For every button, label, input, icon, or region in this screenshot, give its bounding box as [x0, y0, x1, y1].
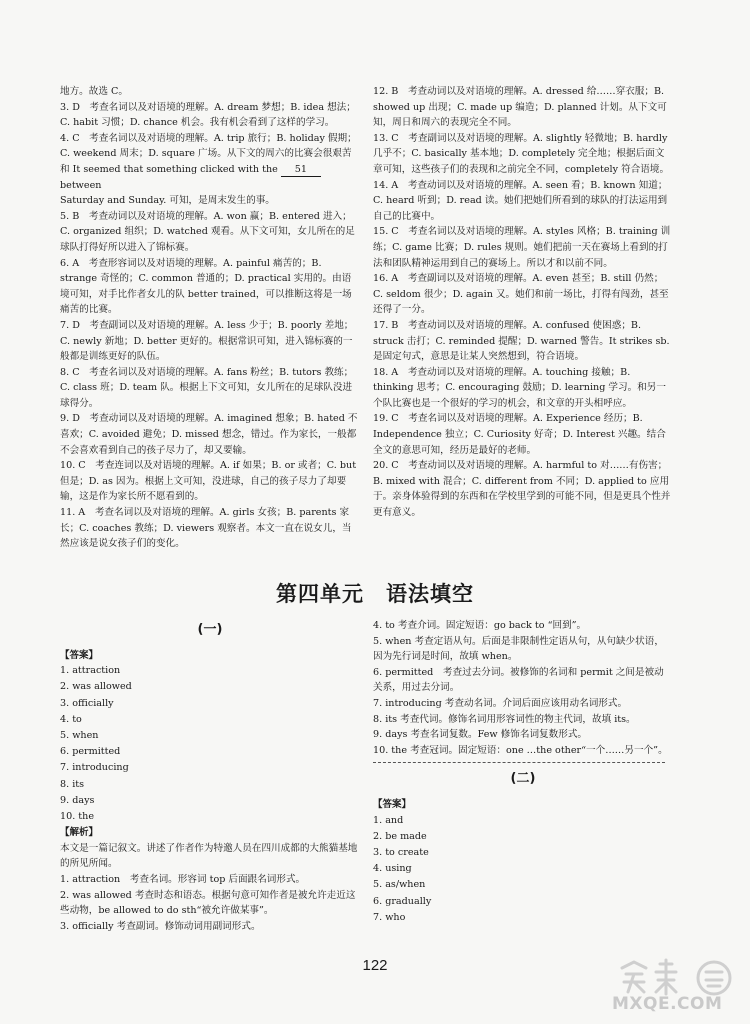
list-item: 3. to create	[373, 846, 429, 858]
answers-list	[373, 813, 673, 926]
list-item: 7. who	[373, 911, 406, 923]
section-heading: (二)	[510, 771, 536, 787]
answer-explanation: 15. C 考查名词以及对语境的理解。A. styles 风格；B. training 训练；C. game 比赛；D. rules 规则。她们把前一天在赛场上看到的打法和团队精神运用到自己的赛场上。所以才和以前不同。	[373, 226, 671, 269]
list-item: 2. was allowed	[60, 681, 132, 693]
answer-explanation: 地方。故选 C。	[60, 86, 128, 97]
analysis-text: 2. was allowed 考查时态和语态。根据句意可知作者是被允许走近这些动物，be allowed to do sth“被允许做某事”。	[60, 889, 356, 917]
list-item: 7. introducing	[60, 762, 129, 774]
list-item: 6. gradually	[373, 895, 432, 907]
left-column-bottom	[60, 622, 360, 934]
answer-explanation: 13. C 考查副词以及对语境的理解。A. slightly 轻微地；B. hardly 几乎不；C. basically 基本地；D. completely 完全地；根据后面文章可知，这些孩子们的表现和之前完全不同，completely 符合语境。	[373, 132, 670, 175]
answer-explanation: 18. A 考查动词以及对语境的理解。A. touching 接触；B. thinking 思考；C. encouraging 鼓励；D. learning 学习。和另一个队比赛也是一个很好的学习的机会，和文章的开头相呼应。	[373, 366, 666, 409]
analysis-text: 7. introducing 考查动名词。介词后面应该用动名词形式。	[373, 697, 628, 709]
analysis-text: 6. permitted 考查过去分词。被修饰的名词和 permit 之间是被动关系，用过去分词。	[373, 666, 664, 694]
answer-explanation: 10. C 考查连词以及对语境的理解。A. if 如果；B. or 或者；C. but 但是；D. as 因为。根据上文可知，没进球，自己的孩子尽力了却要输，这是作为家长所不愿看到的。	[60, 460, 357, 503]
list-item: 4. to	[60, 713, 82, 725]
answer-explanation: 8. C 考查名词以及对语境的理解。A. fans 粉丝；B. tutors 教练；C. class 班；D. team 队。根据上下文可知，女儿所在的足球队没进球得分。	[60, 366, 354, 409]
analysis-text: 10. the 考查冠词。固定短语：one …the other“一个……另一个”。	[373, 744, 668, 756]
list-item: 1. attraction	[60, 665, 121, 677]
left-column-top	[60, 84, 360, 552]
analysis-tag: 【解析】	[60, 827, 99, 839]
watermark-logo-icon	[616, 958, 740, 998]
list-item: 5. as/when	[373, 879, 426, 891]
answer-explanation: 19. C 考查名词以及对语境的理解。A. Experience 经历；B. Independence 独立；C. Curiosity 好奇；D. Interest 兴趣。结合全文的意思可知，经历是最好的老师。	[373, 413, 666, 456]
answers-tag: 【答案】	[60, 649, 99, 661]
answer-explanation: 9. D 考查动词以及对语境的理解。A. imagined 想象；B. hated 不喜欢；C. avoided 避免；D. missed 想念，错过。作为家长，一般都不会喜欢看到自己的孩子尽力了，却又要输。	[60, 413, 358, 456]
analysis-text: 3. officially 考查副词。修饰动词用副词形式。	[60, 920, 261, 932]
answer-explanation: 6. A 考查形容词以及对语境的理解。A. painful 痛苦的；B. strange 奇怪的；C. common 普通的；D. practical 实用的。由语境可知，对手比作者女儿的队 better trained，可以推断这将是一场痛苦的比赛。	[60, 257, 352, 316]
answer-explanation: 3. D 考查名词以及对语境的理解。A. dream 梦想；B. idea 想法；C. habit 习惯；D. chance 机会。我有机会看到了这样的学习。	[60, 101, 356, 129]
list-item: 3. officially	[60, 697, 114, 709]
answer-explanation: 11. A 考查名词以及对语境的理解。A. girls 女孩；B. parents 家长；C. coaches 教练；D. viewers 观察者。本文一直在说女儿，当然应该是说女孩子们的变化。	[60, 507, 352, 550]
section-heading: (一)	[197, 622, 223, 637]
analysis-text: 本文是一篇记叙文。讲述了作者作为特邀人员在四川成都的大熊猫基地的所见所闻。	[60, 842, 358, 870]
analysis-text: 1. attraction 考查名词。形容词 top 后面跟名词形式。	[60, 874, 306, 885]
answer-explanation-text: 4. C 考查名词以及对语境的理解。A. trip 旅行；B. holiday 假期；C. weekend 周末；D. square 广场。从下文的周六的比赛会很艰苦和 It seemed that something clicked with the	[60, 132, 357, 175]
answer-explanation: 5. B 考查动词以及对语境的理解。A. won 赢；B. entered 进入；C. organized 组织；D. watched 观看。从下文可知，女儿所在的足球队打得好所以进入了锦标赛。	[60, 210, 355, 253]
list-item: 9. days	[60, 794, 95, 806]
unit-title: 第四单元 语法填空	[276, 582, 474, 606]
list-item: 10. the	[60, 811, 95, 823]
analysis-text: 9. days 考查名词复数。Few 修饰名词复数形式。	[373, 729, 588, 741]
site-watermark	[612, 958, 744, 1018]
list-item: 6. permitted	[60, 746, 121, 758]
answer-explanation: 4. C 考查名词以及对语境的理解。A. trip 旅行；B. holiday 假期；C. weekend 周末；D. square 广场。从下文的周六的比赛会很艰苦和 It seemed that something clicked with the 51 between	[60, 132, 357, 191]
list-item: 8. its	[60, 778, 85, 790]
list-item: 2. be made	[373, 830, 427, 842]
answer-explanation: 16. A 考查副词以及对语境的理解。A. even 甚至；B. still 仍然；C. seldom 很少；D. again 又。她们和前一场比，打得有闯劲，甚至还得了一分。	[373, 273, 669, 316]
answer-explanation: 12. B 考查动词以及对语境的理解。A. dressed 给……穿衣服；B. showed up 出现；C. made up 编造；D. planned 计划。从下文可知，周日和周六的表现完全不同。	[373, 86, 667, 129]
answers-list	[60, 663, 360, 825]
right-column-top	[373, 84, 673, 521]
list-item: 4. using	[373, 863, 412, 875]
analysis-text: 8. its 考查代词。修饰名词用形容词性的物主代词，故填 its。	[373, 713, 636, 725]
section-divider	[373, 762, 665, 763]
page-number: 122	[362, 957, 388, 974]
answer-explanation: 14. A 考查动词以及对语境的理解。A. seen 看；B. known 知道；C. heard 听到；D. read 读。她们把她们所看到的球队的打法运用到自己的比赛中。	[373, 179, 668, 222]
answer-explanation: 17. B 考查动词以及对语境的理解。A. confused 使困惑；B. struck 击打；C. reminded 提醒；D. warned 警告。It strikes sb. 是固定句式，意思是让某人突然想到，符合语境。	[373, 319, 670, 363]
answer-explanation: 7. D 考查副词以及对语境的理解。A. less 少于；B. poorly 差地；C. newly 新地；D. better 更好的。根据常识可知，进入锦标赛的一般都是训练更好的队伍。	[60, 319, 354, 363]
answer-explanation: 20. C 考查动词以及对语境的理解。A. harmful to 对……有伤害；B. mixed with 混合；C. different from 不同；D. applied to 应用于。亲身体验得到的东西和在学校里学到的可能不同，但是更具个性并更有意义。	[373, 460, 671, 519]
answer-explanation: Saturday and Sunday. 可知，是周末发生的事。	[60, 195, 275, 207]
analysis-text: 4. to 考查介词。固定短语：go back to “回到”。	[373, 620, 587, 631]
blank-number: 51	[281, 164, 321, 177]
analysis-text: 5. when 考查定语从句。后面是非限制性定语从句，从句缺少状语，因为先行词是时间，故填 when。	[373, 635, 664, 663]
right-column-bottom	[373, 618, 673, 926]
list-item: 1. and	[373, 814, 404, 826]
watermark-url: MXQE.COM	[612, 994, 723, 1014]
list-item: 5. when	[60, 730, 99, 741]
answers-tag: 【答案】	[373, 798, 412, 810]
